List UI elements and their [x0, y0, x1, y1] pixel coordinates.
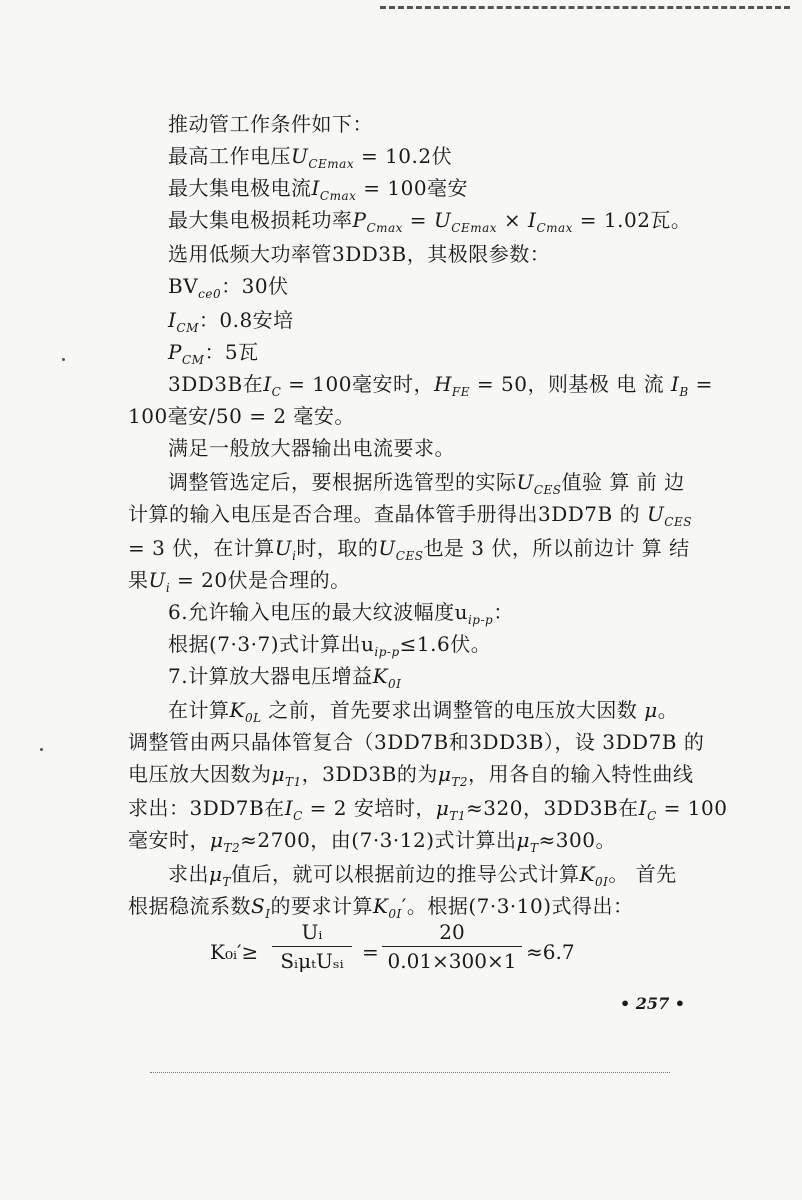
text-line-1: 推动管工作条件如下： — [168, 112, 373, 136]
text-line-24: 求出$\mu_T$值后，就可以根据前边的推导公式计算$K_{0I}$。 首先 — [168, 862, 677, 889]
formula-frac1-denominator: SᵢμₜUₛᵢ — [280, 949, 344, 973]
formula-fraction-numeric — [382, 920, 522, 973]
text-line-8: $P_{CM}$：5瓦 — [168, 340, 259, 367]
formula-frac1-numerator: Uᵢ — [301, 920, 323, 944]
text-line-5: 选用低频大功率管3DD3B，其极限参数： — [168, 242, 551, 266]
text-line-17: 根据(7·3·7)式计算出$u_{ip-p}\le 1.6$伏。 — [168, 632, 492, 659]
bottom-scan-rule — [150, 1072, 670, 1073]
text-line-10: 100毫安/50 = 2 毫安。 — [128, 404, 355, 428]
scan-speck — [40, 748, 43, 751]
page-number: • 257 • — [620, 994, 685, 1013]
text-line-19: 在计算$K_{0L}$ 之前，首先要求出调整管的电压放大因数 μ。 — [168, 698, 679, 725]
text-line-3: 最大集电极电流$I_{Cmax} = 100$毫安 — [168, 176, 469, 203]
text-line-22: 求出：3DD7B在$I_C = 2$ 安培时，$\mu_{T1}\approx 320$，3DD3B在$I_C = 100$ — [128, 796, 728, 823]
text-line-6: $BV_{ce0}$：30伏 — [168, 274, 289, 301]
fraction-bar — [272, 946, 352, 947]
gain-formula — [210, 920, 590, 980]
text-line-16: 6.允许输入电压的最大纹波幅度$u_{ip-p}$： — [168, 600, 514, 627]
scan-speck — [62, 358, 65, 361]
text-line-23: 毫安时，$\mu_{T2}\approx 2700$，由(7·3·12)式计算出$\mu_T\approx 300$。 — [128, 828, 616, 855]
text-line-18: 7.计算放大器电压增益$K_{0I}$ — [168, 664, 402, 691]
text-line-11: 满足一般放大器输出电流要求。 — [168, 436, 455, 460]
formula-frac2-denominator: 0.01×300×1 — [387, 949, 517, 973]
text-line-9: 3DD3B在$I_C = 100$毫安时，$H_{FE} = 50$，则基极 电 流 $I_B$ = — [168, 372, 713, 399]
formula-equals: = — [362, 940, 379, 964]
formula-lhs: K₀ᵢ′≥ — [210, 940, 259, 964]
fraction-bar — [382, 946, 522, 947]
text-line-13: 计算的输入电压是否合理。查晶体管手册得出3DD7B 的 $U_{CES}$ — [128, 502, 692, 529]
formula-frac2-numerator: 20 — [439, 920, 465, 944]
text-line-15: 果$U_i = 20$伏是合理的。 — [128, 568, 351, 595]
text-line-21: 电压放大因数为$\mu_{T1}$，3DD3B的为$\mu_{T2}$，用各自的输入特性曲线 — [128, 762, 694, 789]
text-line-14: = 3 伏，在计算$U_i$时，取的$U_{CES}$也是 3 伏，所以前边计 算 结 — [128, 536, 690, 563]
text-line-7: $I_{CM}$：0.8安培 — [168, 308, 294, 335]
formula-result: ≈6.7 — [526, 940, 575, 964]
text-line-4: 最大集电极损耗功率$P_{Cmax} = U_{CEmax} \times I_{Cmax} = 1.02$瓦。 — [168, 208, 692, 235]
top-scan-dashes — [380, 6, 790, 15]
text-line-2: 最高工作电压$U_{CEmax} = 10.2$伏 — [168, 144, 453, 171]
text-line-20: 调整管由两只晶体管复合（3DD7B和3DD3B），设 3DD7B 的 — [128, 730, 705, 754]
formula-fraction-symbolic — [272, 920, 352, 973]
text-line-12: 调整管选定后，要根据所选管型的实际$U_{CES}$值验 算 前 边 — [168, 470, 685, 497]
text-line-25: 根据稳流系数$S_I$的要求计算$K_{0I}'$。根据(7·3·10)式得出： — [128, 894, 634, 921]
